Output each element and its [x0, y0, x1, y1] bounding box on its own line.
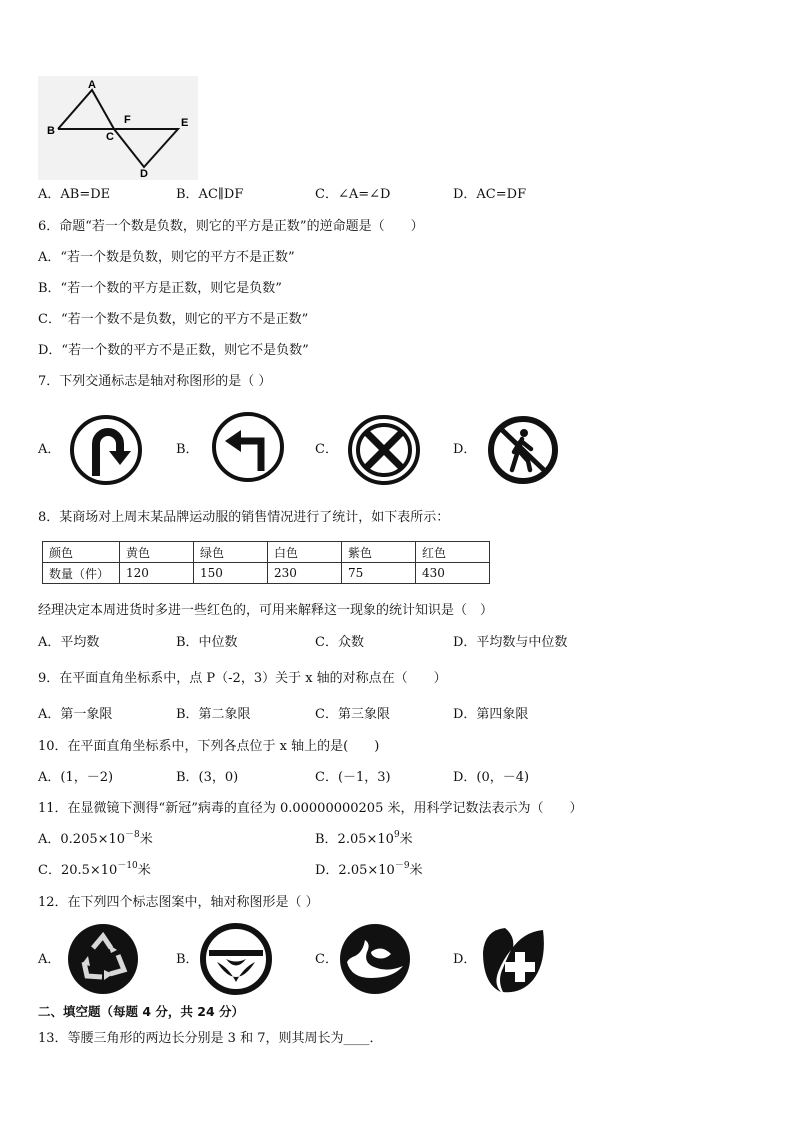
label-D: D: [140, 168, 148, 180]
table-cell: 150: [194, 563, 268, 584]
label-B: B: [47, 125, 55, 137]
label-A: A: [88, 79, 96, 91]
unit: 米: [409, 863, 423, 878]
q8-stem-2: 经理决定本周进货时多进一些红色的，可用来解释这一现象的统计知识是（ ）: [38, 603, 494, 618]
q6-option-c: C．“若一个数不是负数，则它的平方不是正数”: [38, 312, 309, 327]
water-drop-logo-icon: [337, 922, 413, 1000]
q12-stem: 12．在下列四个标志图案中，轴对称图形是（ ）: [38, 895, 319, 910]
q11-option-b: [315, 831, 413, 849]
exponent: 9: [393, 830, 400, 840]
q9-stem: 9．在平面直角坐标系中，点 P（-2，3）关于 x 轴的对称点在（ ）: [38, 671, 447, 686]
table-cell: 75: [342, 563, 416, 584]
unit: 米: [137, 863, 151, 878]
medical-cross-logo-icon: [475, 922, 549, 1000]
table-row: [43, 542, 490, 563]
no-pedestrians-sign-icon: [486, 414, 560, 490]
label-F: F: [124, 114, 131, 126]
q7-label-c: C．: [315, 442, 338, 457]
exponent: －10: [117, 861, 138, 871]
exponent: －8: [125, 830, 140, 840]
left-turn-sign-icon: [211, 411, 285, 487]
option-text: C．20.5×10: [38, 863, 118, 878]
q8-stem: 8．某商场对上周末某品牌运动服的销售情况进行了统计，如下表所示：: [38, 510, 450, 525]
q11-option-a: [38, 831, 153, 849]
table-header-cell: 绿色: [194, 542, 268, 563]
unit: 米: [399, 832, 413, 847]
sales-table: [42, 541, 490, 584]
q7-label-b: B．: [176, 442, 199, 457]
table-row: [43, 563, 490, 584]
green-food-logo-icon: [199, 922, 273, 1000]
option-text: A．0.205×10: [38, 832, 126, 847]
table-header-cell: 紫色: [342, 542, 416, 563]
table-cell: 230: [268, 563, 342, 584]
triangle-figure: [38, 76, 198, 180]
table-cell: 430: [416, 563, 490, 584]
q11-option-d: [315, 862, 423, 880]
q5-option-a: A．AB=DE: [38, 187, 111, 202]
table-header-cell: 黄色: [120, 542, 194, 563]
q8-option-a: A．平均数: [38, 635, 100, 650]
q5-option-b: B．AC∥DF: [176, 187, 244, 202]
q5-option-c: C．∠A=∠D: [315, 187, 391, 202]
exponent: －9: [394, 861, 410, 871]
q10-option-d: D．(0，－4): [453, 770, 530, 785]
q11-option-c: [38, 862, 151, 880]
q10-option-a: A．(1，－2): [38, 770, 114, 785]
q8-option-c: C．众数: [315, 635, 364, 650]
q12-label-a: A．: [38, 952, 61, 967]
q9-option-d: D．第四象限: [453, 707, 529, 722]
q13-stem: 13．等腰三角形的两边长分别是 3 和 7，则其周长为____．: [38, 1031, 383, 1046]
q11-stem: 11．在显微镜下测得“新冠”病毒的直径为 0.00000000205 米，用科学记数法表示为（ ）: [38, 801, 583, 816]
q6-option-a: A．“若一个数是负数，则它的平方不是正数”: [38, 250, 295, 265]
q6-stem: 6．命题“若一个数是负数，则它的平方是正数”的逆命题是（ ）: [38, 219, 424, 234]
q10-stem: 10．在平面直角坐标系中，下列各点位于 x 轴上的是( ): [38, 739, 380, 754]
table-cell: 数量（件）: [43, 563, 120, 584]
label-C: C: [106, 131, 114, 143]
table-cell: 120: [120, 563, 194, 584]
q7-label-d: D．: [453, 442, 477, 457]
table-header-cell: 颜色: [43, 542, 120, 563]
section-title: 二、填空题（每题 4 分，共 24 分）: [38, 1004, 245, 1019]
q12-label-d: D．: [453, 952, 477, 967]
option-text: D．2.05×10: [315, 863, 395, 878]
q7-label-a: A．: [38, 442, 61, 457]
q10-option-b: B．(3，0): [176, 770, 239, 785]
unit: 米: [139, 832, 153, 847]
table-header-cell: 白色: [268, 542, 342, 563]
q9-option-c: C．第三象限: [315, 707, 390, 722]
recycle-logo-icon: [66, 922, 140, 1000]
q6-option-d: D．“若一个数的平方不是正数，则它不是负数”: [38, 343, 309, 358]
q10-option-c: C．(－1，3): [315, 770, 391, 785]
table-header-cell: 红色: [416, 542, 490, 563]
q6-option-b: B．“若一个数的平方是正数，则它是负数”: [38, 281, 282, 296]
q8-option-b: B．中位数: [176, 635, 238, 650]
q12-label-b: B．: [176, 952, 199, 967]
q7-stem: 7．下列交通标志是轴对称图形的是（ ）: [38, 374, 272, 389]
option-text: B．2.05×10: [315, 832, 394, 847]
no-stopping-sign-icon: [347, 414, 421, 490]
q8-option-d: D．平均数与中位数: [453, 635, 568, 650]
q12-label-c: C．: [315, 952, 338, 967]
q5-option-d: D．AC=DF: [453, 187, 527, 202]
q9-option-a: A．第一象限: [38, 707, 113, 722]
u-turn-sign-icon: [69, 414, 143, 490]
label-E: E: [181, 117, 189, 129]
q9-option-b: B．第二象限: [176, 707, 251, 722]
